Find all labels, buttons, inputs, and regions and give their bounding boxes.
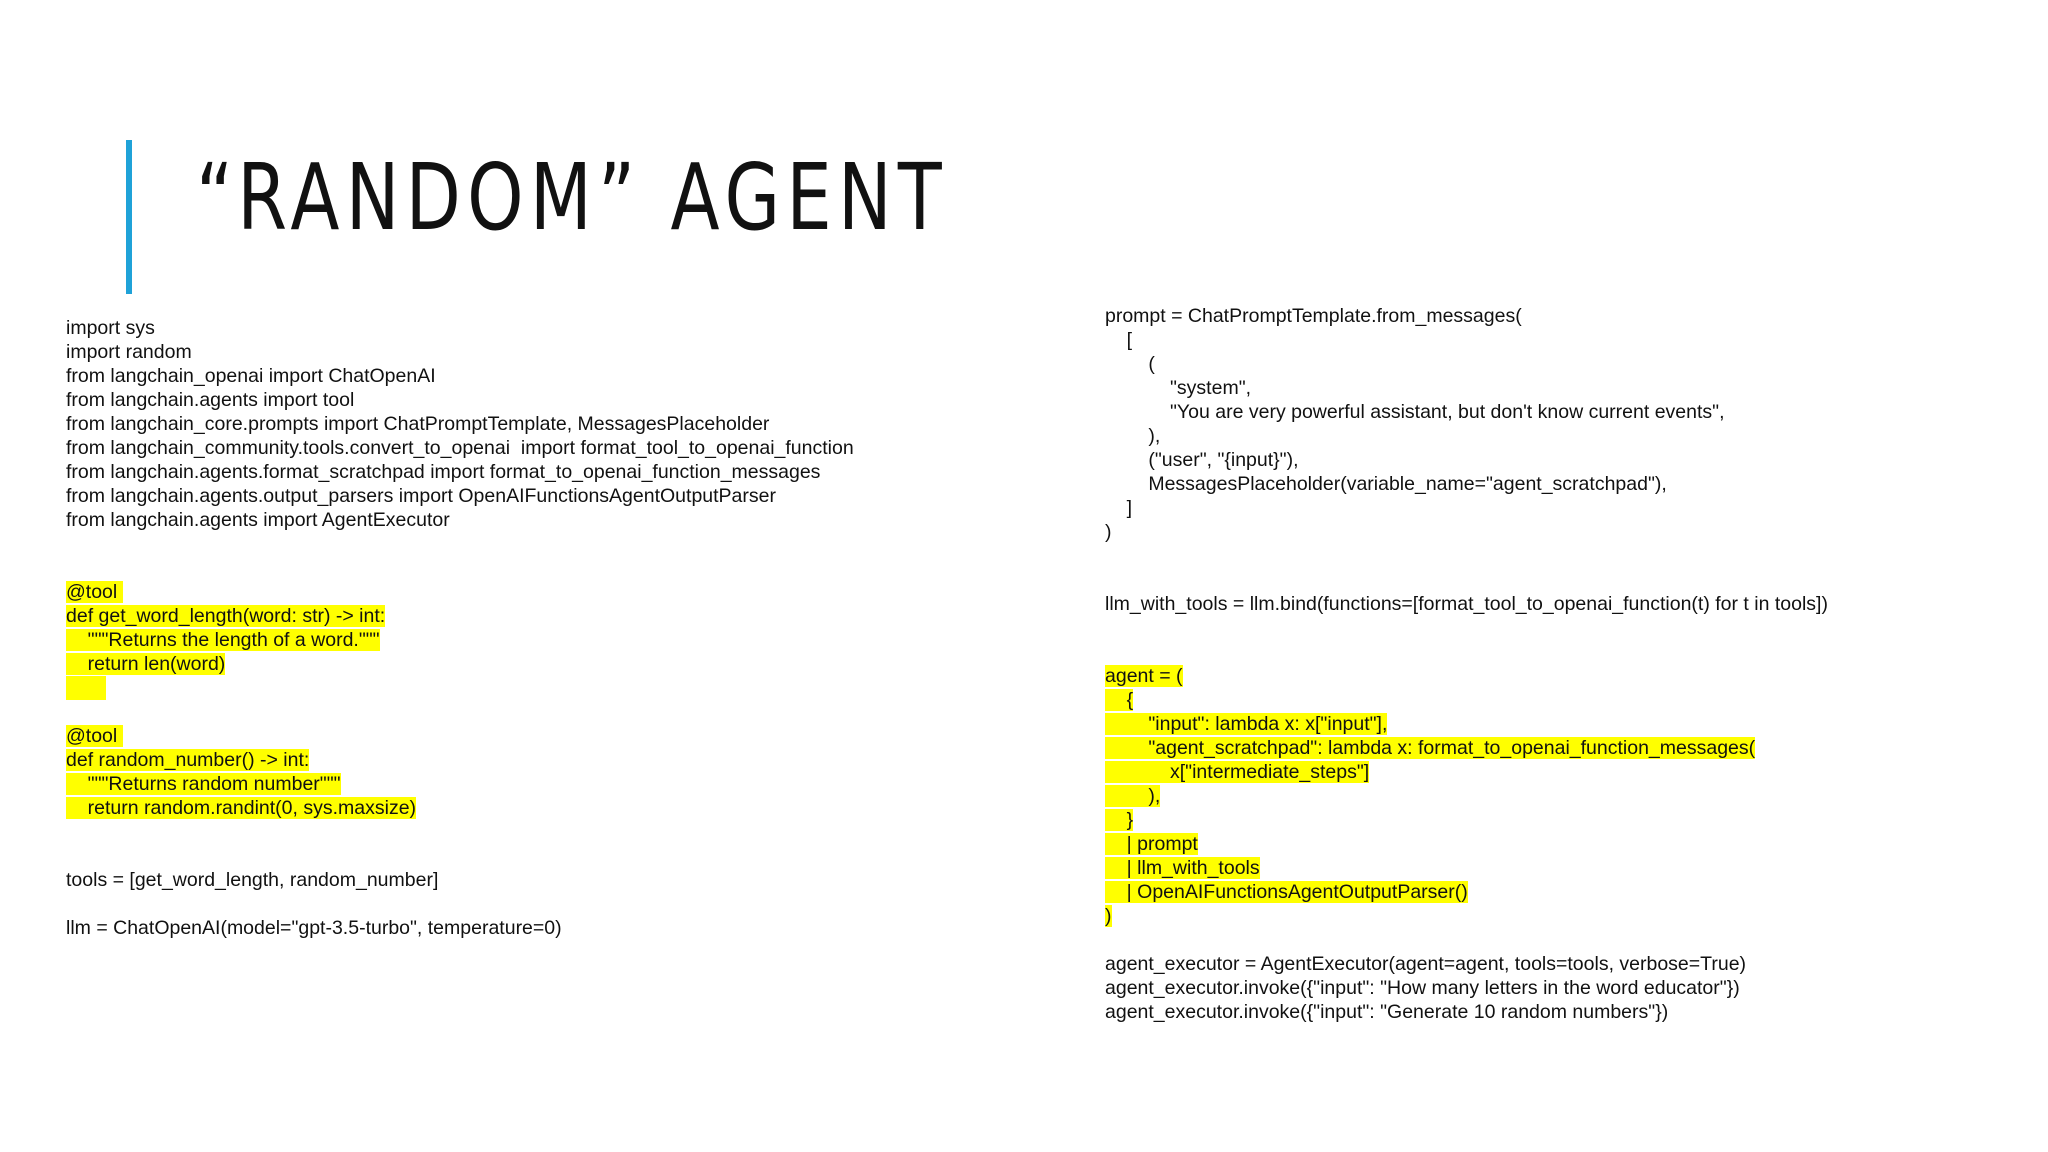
code-line — [66, 916, 854, 940]
highlighted-code-line — [1105, 784, 1828, 808]
code-line-text: | OpenAIFunctionsAgentOutputParser() — [1105, 881, 1468, 903]
code-line — [1105, 304, 1828, 328]
code-block-left — [66, 316, 854, 940]
code-line-text: { — [1105, 689, 1134, 711]
code-line-text: def random_number() -> int: — [66, 749, 310, 771]
highlighted-code-line — [66, 796, 854, 820]
code-line-text: agent_executor.invoke({"input": "How many letters in the word educator"}) — [1105, 977, 1740, 999]
code-line-text: from langchain_community.tools.convert_to_openai import format_tool_to_openai_function — [66, 437, 854, 459]
highlighted-code-line — [66, 724, 854, 748]
highlighted-code-line — [1105, 832, 1828, 856]
code-line-text: ), — [1105, 425, 1161, 447]
highlighted-code-line — [1105, 856, 1828, 880]
code-line-text: "input": lambda x: x["input"], — [1105, 713, 1388, 735]
code-line — [66, 436, 854, 460]
code-line-text: llm_with_tools = llm.bind(functions=[format_tool_to_openai_function(t) for t in tools]) — [1105, 593, 1828, 615]
code-line-text: """Returns random number""" — [66, 773, 341, 795]
code-line-text: [ — [1105, 329, 1133, 351]
code-line-text: import random — [66, 341, 192, 363]
code-line-text: | llm_with_tools — [1105, 857, 1260, 879]
code-line-text: x["intermediate_steps"] — [1105, 761, 1370, 783]
code-line — [66, 532, 854, 556]
code-line — [1105, 376, 1828, 400]
code-line — [66, 844, 854, 868]
code-line-text: prompt = ChatPromptTemplate.from_messages( — [1105, 305, 1522, 327]
code-line-text: import sys — [66, 317, 155, 339]
highlighted-code-line — [66, 772, 854, 796]
code-line-text: MessagesPlaceholder(variable_name="agent_scratchpad"), — [1105, 473, 1667, 495]
code-line — [1105, 640, 1828, 664]
code-line — [1105, 568, 1828, 592]
code-line-text: | prompt — [1105, 833, 1198, 855]
highlighted-code-line — [1105, 712, 1828, 736]
code-line-text: agent = ( — [1105, 665, 1183, 687]
code-line — [1105, 328, 1828, 352]
code-line-text: } — [1105, 809, 1134, 831]
code-line-text: llm = ChatOpenAI(model="gpt-3.5-turbo", temperature=0) — [66, 917, 562, 939]
code-line — [1105, 424, 1828, 448]
code-line — [66, 316, 854, 340]
code-line — [1105, 592, 1828, 616]
code-block-right — [1105, 304, 1828, 1024]
code-line — [1105, 496, 1828, 520]
code-line — [66, 508, 854, 532]
code-line-text: ( — [1105, 353, 1155, 375]
highlighted-code-line — [1105, 880, 1828, 904]
code-line — [66, 460, 854, 484]
code-line — [1105, 544, 1828, 568]
code-line — [1105, 472, 1828, 496]
highlighted-code-line — [1105, 664, 1828, 688]
code-line — [66, 364, 854, 388]
highlighted-code-line — [66, 676, 854, 700]
code-line — [66, 388, 854, 412]
code-line-text: @tool — [66, 725, 123, 747]
code-line-text: agent_executor.invoke({"input": "Generate 10 random numbers"}) — [1105, 1001, 1669, 1023]
highlighted-code-line — [66, 604, 854, 628]
code-line — [66, 868, 854, 892]
code-line — [66, 700, 854, 724]
code-line — [66, 412, 854, 436]
highlighted-code-line — [1105, 808, 1828, 832]
code-line — [66, 892, 854, 916]
code-line-text: ) — [1105, 521, 1112, 543]
code-line-text: """Returns the length of a word.""" — [66, 629, 380, 651]
code-line — [1105, 520, 1828, 544]
code-line-text: from langchain.agents.format_scratchpad import format_to_openai_function_messages — [66, 461, 821, 483]
code-line-text: agent_executor = AgentExecutor(agent=agent, tools=tools, verbose=True) — [1105, 953, 1747, 975]
highlighted-code-line — [66, 580, 854, 604]
code-line-text: def get_word_length(word: str) -> int: — [66, 605, 386, 627]
highlighted-code-line — [66, 628, 854, 652]
code-line-text — [66, 676, 106, 700]
highlighted-code-line — [66, 652, 854, 676]
code-line — [1105, 400, 1828, 424]
code-line-text: @tool — [66, 581, 123, 603]
code-line — [66, 820, 854, 844]
code-line-text: "system", — [1105, 377, 1252, 399]
highlighted-code-line — [1105, 736, 1828, 760]
highlighted-code-line — [1105, 688, 1828, 712]
code-line-text: from langchain.agents import AgentExecutor — [66, 509, 450, 531]
code-line-text: tools = [get_word_length, random_number] — [66, 869, 439, 891]
code-line — [1105, 1000, 1828, 1024]
code-line — [1105, 928, 1828, 952]
code-line-text: return random.randint(0, sys.maxsize) — [66, 797, 417, 819]
slide-title: “RANDOM” AGENT — [196, 144, 948, 251]
code-line-text: from langchain.agents.output_parsers import OpenAIFunctionsAgentOutputParser — [66, 485, 776, 507]
code-line — [1105, 976, 1828, 1000]
code-line-text: from langchain_core.prompts import ChatPromptTemplate, MessagesPlaceholder — [66, 413, 770, 435]
code-line-text: "agent_scratchpad": lambda x: format_to_openai_function_messages( — [1105, 737, 1756, 759]
code-line — [1105, 616, 1828, 640]
code-line-text: from langchain.agents import tool — [66, 389, 355, 411]
code-line — [1105, 952, 1828, 976]
code-line-text: from langchain_openai import ChatOpenAI — [66, 365, 436, 387]
code-line-text: ("user", "{input}"), — [1105, 449, 1299, 471]
code-line — [66, 556, 854, 580]
code-line — [66, 340, 854, 364]
highlighted-code-line — [66, 748, 854, 772]
code-line — [66, 484, 854, 508]
code-line-text: ) — [1105, 905, 1112, 927]
code-line — [1105, 352, 1828, 376]
code-line-text: "You are very powerful assistant, but don't know current events", — [1105, 401, 1725, 423]
code-line-text: ] — [1105, 497, 1133, 519]
title-accent-bar — [126, 140, 132, 294]
code-line-text: ), — [1105, 785, 1161, 807]
code-line-text: return len(word) — [66, 653, 226, 675]
highlighted-code-line — [1105, 904, 1828, 928]
highlighted-code-line — [1105, 760, 1828, 784]
code-line — [1105, 448, 1828, 472]
